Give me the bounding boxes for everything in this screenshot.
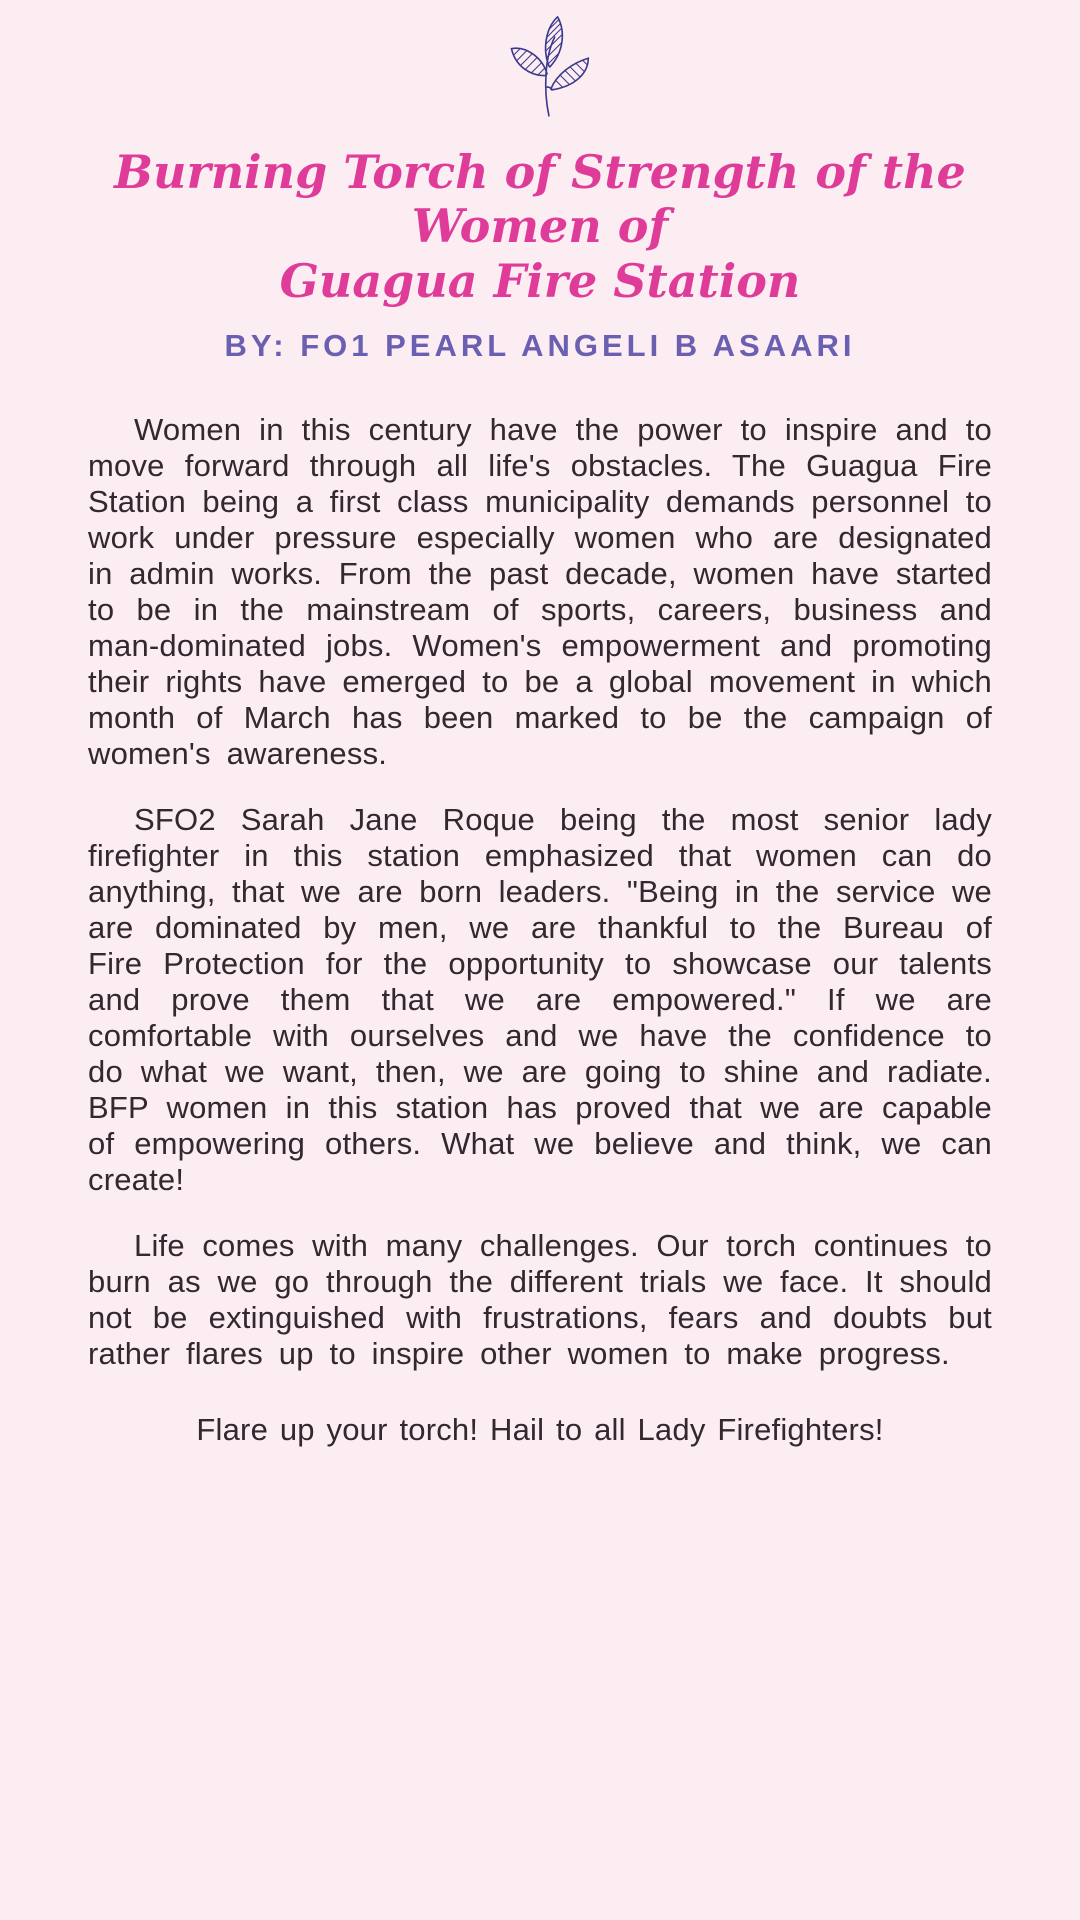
- article-body: [88, 412, 992, 1448]
- page-title-line-2: Guagua Fire Station: [279, 253, 801, 308]
- header-illustration: [0, 0, 1080, 123]
- page-title: [40, 145, 1040, 308]
- paragraph-intro: Women in this century have the power to inspire and to move forward through all life's obstacles. The Guagua Fire Station being a first class municipality demands personnel to work under pressure especially women who are designated in admin works. From the past decade, women have started to be in the mainstream of sports, careers, business and man-dominated jobs. Women's empowerment and promoting their rights have emerged to be a global movement in which month of March has been marked to be the campaign of women's awareness.: [88, 411, 992, 771]
- leaf-branch-icon: [499, 10, 595, 118]
- page-title-line-1: Burning Torch of Strength of the Women of: [114, 145, 966, 254]
- closing-line: Flare up your torch! Hail to all Lady Firefighters!: [196, 1411, 884, 1447]
- paragraph-quote: SFO2 Sarah Jane Roque being the most senior lady firefighter in this station emphasized that women can do anything, that we are born leaders. "Being in the service we are dominated by men, we are thankful to the Bureau of Fire Protection for the opportunity to showcase our talents and prove them that we are empowered." If we are comfortable with ourselves and we have the confidence to do what we want, then, we are going to shine and radiate. BFP women in this station has proved that we are capable of empowering others. What we believe and think, we can create!: [88, 801, 992, 1197]
- paragraph-challenges: Life comes with many challenges. Our torch continues to burn as we go through the different trials we face. It should not be extinguished with frustrations, fears and doubts but rather flares up to inspire other women to make progress.: [88, 1227, 992, 1371]
- byline: BY: FO1 PEARL ANGELI B ASAARI: [224, 327, 856, 363]
